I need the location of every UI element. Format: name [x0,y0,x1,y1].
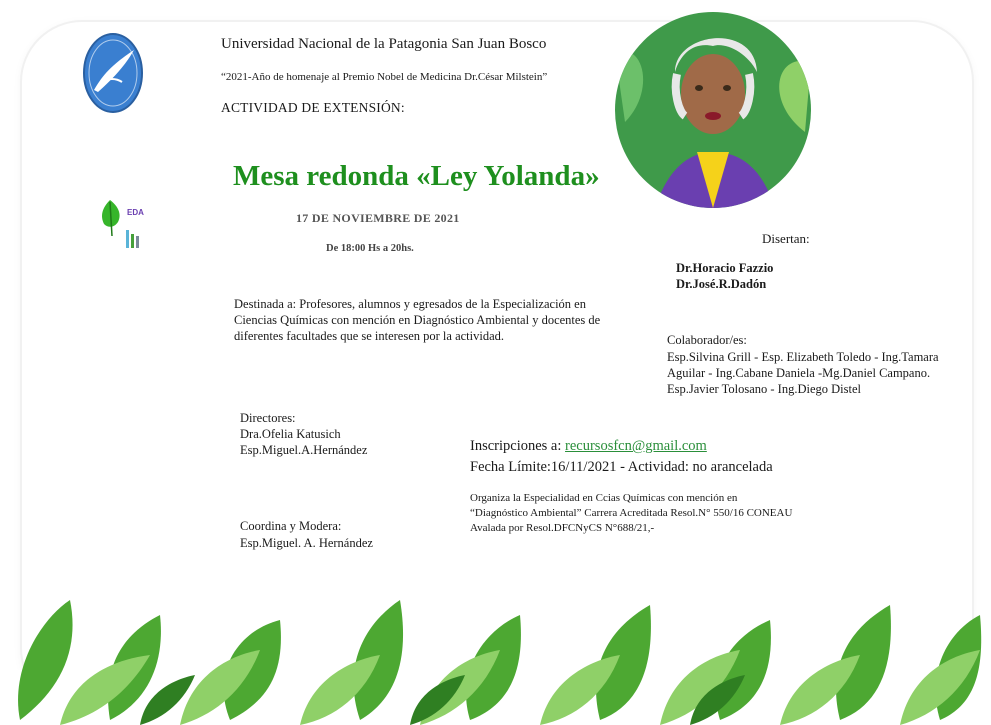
university-name: Universidad Nacional de la Patagonia San Juan Bosco [221,36,547,52]
director-name: Esp.Miguel.A.Hernández [240,443,368,457]
deadline-line: Fecha Límite:16/11/2021 - Actividad: no arancelada [470,459,773,475]
organizer-line: “Diagnóstico Ambiental” Carrera Acreditada Resol.N° 550/16 CONEAU [470,507,793,519]
registration-line [470,438,707,455]
activity-label: ACTIVIDAD DE EXTENSIÓN: [221,100,405,115]
speakers-label: Disertan: [762,231,810,246]
speaker-name: Dr.Horacio Fazzio [676,261,774,275]
eda-label: EDA [127,208,144,217]
organizer-line: Organiza la Especialidad en Ccias Químicas con mención en [470,492,738,504]
registration-email-link[interactable]: recursosfcn@gmail.com [565,438,707,454]
event-date: 17 DE NOVIEMBRE DE 2021 [296,211,460,225]
portrait-illustration [615,12,811,208]
university-seal-logo [82,32,144,114]
audience-description: Destinada a: Profesores, alumnos y egresados de la Especialización en Ciencias Químicas con mención en Diagnóstico Ambiental y docentes de diferentes facultades que se interesen por la actividad. [234,297,601,343]
eda-leaf-logo [98,198,148,254]
homage-line: “2021-Año de homenaje al Premio Nobel de Medicina Dr.César Milstein” [221,71,548,83]
director-name: Dra.Ofelia Katusich [240,427,341,441]
directors-label: Directores: [240,411,296,425]
collaborators-list: Esp.Silvina Grill - Esp. Elizabeth Toledo - Ing.Tamara Aguilar - Ing.Cabane Daniela -Mg.Daniel Campano. Esp.Javier Tolosano - Ing.Diego Distel [667,350,939,396]
coordinator-name: Esp.Miguel. A. Hernández [240,536,373,550]
coordination-label: Coordina y Modera: [240,519,342,533]
event-time: De 18:00 Hs a 20hs. [326,243,414,254]
leaves-footer-decoration [0,560,991,725]
collaborators-label: Colaborador/es: [667,333,747,347]
organizer-block [470,491,870,536]
organizer-line: Avalada por Resol.DFCNyCS N°688/21,- [470,522,655,534]
speaker-name: Dr.José.R.Dadón [676,277,767,291]
event-title: Mesa redonda «Ley Yolanda» [233,160,600,192]
registration-label: Inscripciones a: [470,438,562,454]
